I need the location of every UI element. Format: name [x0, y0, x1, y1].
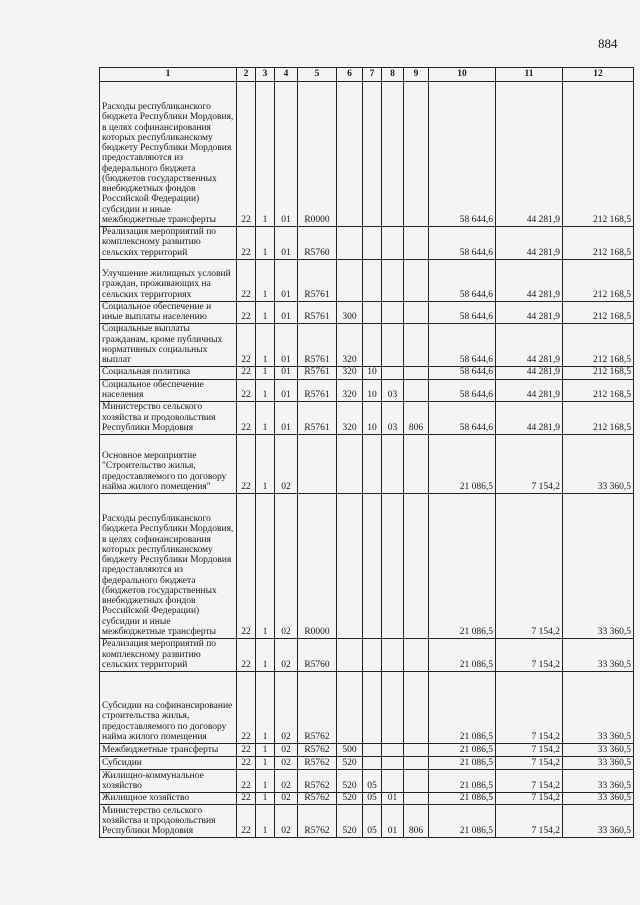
- code-cell-3: 1: [256, 805, 275, 838]
- code-cell-9: [404, 770, 429, 793]
- amount-cell-10: 58 644,6: [429, 324, 496, 367]
- code-cell-3: 1: [256, 324, 275, 367]
- amount-cell-12: 212 168,5: [563, 82, 634, 227]
- code-cell-4: 02: [275, 494, 298, 639]
- table-row: [100, 324, 634, 367]
- code-cell-9: [404, 379, 429, 402]
- code-cell-8: [382, 82, 404, 227]
- row-name-cell: Расходы республиканского бюджета Республики Мордовия, в целях софинансирования которых республиканскому бюджету Республики Мордовия предоставляются из федерального бюджета (бюджетов государственных внебюджетных фондов Российской Федерации) субсидии и иные межбюджетные трансферты: [100, 82, 237, 227]
- amount-cell-10: 21 086,5: [429, 672, 496, 744]
- table-row: [100, 805, 634, 838]
- code-cell-4: 02: [275, 639, 298, 672]
- code-cell-5: R5762: [298, 672, 337, 744]
- row-name-cell: Министерство сельского хозяйства и продовольствия Республики Мордовия: [100, 402, 237, 435]
- header-cell: 12: [563, 68, 634, 82]
- code-cell-9: [404, 744, 429, 757]
- code-cell-6: 520: [337, 770, 363, 793]
- table-row: [100, 259, 634, 301]
- row-name-cell: Улучшение жилищных условий граждан, проживающих на сельских территориях: [100, 259, 237, 301]
- amount-cell-12: 212 168,5: [563, 379, 634, 402]
- code-cell-5: R5762: [298, 793, 337, 805]
- code-cell-5: R5761: [298, 402, 337, 435]
- code-cell-6: 520: [337, 757, 363, 770]
- code-cell-7: 05: [363, 805, 382, 838]
- code-cell-4: 01: [275, 379, 298, 402]
- code-cell-6: 320: [337, 402, 363, 435]
- code-cell-7: 05: [363, 793, 382, 805]
- code-cell-3: 1: [256, 379, 275, 402]
- code-cell-6: 520: [337, 793, 363, 805]
- amount-cell-10: 21 086,5: [429, 757, 496, 770]
- row-name-cell: Субсидии: [100, 757, 237, 770]
- code-cell-8: [382, 770, 404, 793]
- code-cell-6: [337, 227, 363, 260]
- code-cell-5: R5760: [298, 227, 337, 260]
- code-cell-7: [363, 639, 382, 672]
- amount-cell-12: 212 168,5: [563, 367, 634, 379]
- code-cell-4: 01: [275, 402, 298, 435]
- code-cell-3: 1: [256, 770, 275, 793]
- code-cell-3: 1: [256, 367, 275, 379]
- code-cell-6: 320: [337, 324, 363, 367]
- amount-cell-12: 33 360,5: [563, 494, 634, 639]
- code-cell-6: 320: [337, 367, 363, 379]
- code-cell-9: [404, 367, 429, 379]
- code-cell-9: 806: [404, 805, 429, 838]
- code-cell-9: [404, 227, 429, 260]
- table-row: [100, 82, 634, 227]
- code-cell-7: [363, 324, 382, 367]
- amount-cell-12: 212 168,5: [563, 227, 634, 260]
- code-cell-3: 1: [256, 672, 275, 744]
- row-name-cell: Субсидии на софинансирование строительства жилья, предоставляемого по договору найма жилого помещения: [100, 672, 237, 744]
- code-cell-8: [382, 435, 404, 494]
- row-name-cell: Жилищно-коммунальное хозяйство: [100, 770, 237, 793]
- amount-cell-10: 58 644,6: [429, 82, 496, 227]
- code-cell-2: 22: [237, 259, 256, 301]
- code-cell-9: [404, 82, 429, 227]
- row-name-cell: Министерство сельского хозяйства и продовольствия Республики Мордовия: [100, 805, 237, 838]
- amount-cell-11: 7 154,2: [496, 494, 563, 639]
- code-cell-6: [337, 259, 363, 301]
- code-cell-5: R0000: [298, 82, 337, 227]
- row-name-cell: Межбюджетные трансферты: [100, 744, 237, 757]
- amount-cell-10: 58 644,6: [429, 379, 496, 402]
- code-cell-9: [404, 793, 429, 805]
- code-cell-7: 10: [363, 379, 382, 402]
- table-row: [100, 672, 634, 744]
- amount-cell-10: 58 644,6: [429, 402, 496, 435]
- code-cell-2: 22: [237, 435, 256, 494]
- amount-cell-10: 58 644,6: [429, 259, 496, 301]
- header-cell: 1: [100, 68, 237, 82]
- code-cell-3: 1: [256, 259, 275, 301]
- code-cell-4: 01: [275, 367, 298, 379]
- amount-cell-10: 21 086,5: [429, 639, 496, 672]
- code-cell-8: 03: [382, 402, 404, 435]
- code-cell-6: 320: [337, 379, 363, 402]
- header-row: [100, 68, 634, 82]
- code-cell-9: [404, 639, 429, 672]
- code-cell-5: R5762: [298, 744, 337, 757]
- code-cell-8: 01: [382, 805, 404, 838]
- code-cell-4: 01: [275, 227, 298, 260]
- code-cell-6: 500: [337, 744, 363, 757]
- header-cell: 7: [363, 68, 382, 82]
- row-name-cell: Реализация мероприятий по комплексному развитию сельских территорий: [100, 227, 237, 260]
- amount-cell-10: 58 644,6: [429, 301, 496, 324]
- amount-cell-12: 33 360,5: [563, 639, 634, 672]
- amount-cell-11: 7 154,2: [496, 435, 563, 494]
- amount-cell-12: 33 360,5: [563, 770, 634, 793]
- row-name-cell: Расходы республиканского бюджета Республики Мордовия, в целях софинансирования которых республиканскому бюджету Республики Мордовия предоставляются из федерального бюджета (бюджетов государственных внебюджетных фондов Российской Федерации) субсидии и иные межбюджетные трансферты: [100, 494, 237, 639]
- code-cell-4: 02: [275, 757, 298, 770]
- code-cell-9: [404, 494, 429, 639]
- amount-cell-12: 212 168,5: [563, 301, 634, 324]
- header-cell: 6: [337, 68, 363, 82]
- amount-cell-11: 44 281,9: [496, 227, 563, 260]
- code-cell-7: [363, 227, 382, 260]
- code-cell-3: 1: [256, 435, 275, 494]
- code-cell-2: 22: [237, 227, 256, 260]
- code-cell-5: R5762: [298, 805, 337, 838]
- row-name-cell: Основное мероприятие "Строительство жилья, предоставляемого по договору найма жилого помещения": [100, 435, 237, 494]
- budget-table: [99, 67, 634, 838]
- code-cell-9: [404, 301, 429, 324]
- code-cell-8: [382, 639, 404, 672]
- row-name-cell: Социальные выплаты гражданам, кроме публичных нормативных социальных выплат: [100, 324, 237, 367]
- code-cell-7: [363, 672, 382, 744]
- page-number: 884: [598, 36, 618, 51]
- table-row: [100, 367, 634, 379]
- amount-cell-12: 212 168,5: [563, 324, 634, 367]
- code-cell-2: 22: [237, 793, 256, 805]
- amount-cell-12: 33 360,5: [563, 672, 634, 744]
- code-cell-3: 1: [256, 402, 275, 435]
- code-cell-9: [404, 259, 429, 301]
- code-cell-3: 1: [256, 793, 275, 805]
- amount-cell-11: 44 281,9: [496, 367, 563, 379]
- code-cell-2: 22: [237, 805, 256, 838]
- table-row: [100, 639, 634, 672]
- code-cell-7: [363, 435, 382, 494]
- amount-cell-10: 21 086,5: [429, 770, 496, 793]
- amount-cell-10: 58 644,6: [429, 367, 496, 379]
- amount-cell-11: 7 154,2: [496, 770, 563, 793]
- code-cell-5: R5761: [298, 259, 337, 301]
- code-cell-6: 300: [337, 301, 363, 324]
- code-cell-2: 22: [237, 770, 256, 793]
- code-cell-5: R5762: [298, 770, 337, 793]
- amount-cell-11: 44 281,9: [496, 301, 563, 324]
- code-cell-5: R5761: [298, 379, 337, 402]
- code-cell-2: 22: [237, 639, 256, 672]
- amount-cell-11: 7 154,2: [496, 805, 563, 838]
- code-cell-5: R5761: [298, 324, 337, 367]
- code-cell-3: 1: [256, 757, 275, 770]
- code-cell-7: [363, 494, 382, 639]
- header-cell: 2: [237, 68, 256, 82]
- amount-cell-11: 44 281,9: [496, 379, 563, 402]
- code-cell-8: [382, 367, 404, 379]
- code-cell-6: [337, 639, 363, 672]
- code-cell-6: 520: [337, 805, 363, 838]
- header-cell: 10: [429, 68, 496, 82]
- code-cell-6: [337, 82, 363, 227]
- table-row: [100, 744, 634, 757]
- code-cell-4: 02: [275, 793, 298, 805]
- code-cell-7: [363, 757, 382, 770]
- code-cell-5: [298, 435, 337, 494]
- table-row: [100, 379, 634, 402]
- code-cell-3: 1: [256, 301, 275, 324]
- code-cell-2: 22: [237, 402, 256, 435]
- code-cell-5: R5761: [298, 301, 337, 324]
- code-cell-4: 01: [275, 259, 298, 301]
- amount-cell-10: 21 086,5: [429, 793, 496, 805]
- code-cell-2: 22: [237, 82, 256, 227]
- code-cell-4: 02: [275, 672, 298, 744]
- table-row: [100, 435, 634, 494]
- code-cell-5: R0000: [298, 494, 337, 639]
- amount-cell-12: 212 168,5: [563, 402, 634, 435]
- code-cell-2: 22: [237, 301, 256, 324]
- code-cell-2: 22: [237, 324, 256, 367]
- amount-cell-12: 33 360,5: [563, 805, 634, 838]
- code-cell-4: 02: [275, 435, 298, 494]
- amount-cell-10: 21 086,5: [429, 805, 496, 838]
- code-cell-4: 02: [275, 744, 298, 757]
- code-cell-8: [382, 227, 404, 260]
- code-cell-8: [382, 672, 404, 744]
- header-cell: 4: [275, 68, 298, 82]
- code-cell-8: [382, 494, 404, 639]
- amount-cell-11: 7 154,2: [496, 744, 563, 757]
- code-cell-7: 10: [363, 367, 382, 379]
- code-cell-8: [382, 744, 404, 757]
- row-name-cell: Социальная политика: [100, 367, 237, 379]
- code-cell-7: [363, 301, 382, 324]
- amount-cell-11: 7 154,2: [496, 757, 563, 770]
- table-body: [100, 82, 634, 838]
- amount-cell-10: 58 644,6: [429, 227, 496, 260]
- code-cell-4: 01: [275, 82, 298, 227]
- code-cell-8: [382, 301, 404, 324]
- table-row: [100, 227, 634, 260]
- amount-cell-11: 7 154,2: [496, 639, 563, 672]
- code-cell-3: 1: [256, 744, 275, 757]
- row-name-cell: Социальное обеспечение и иные выплаты населению: [100, 301, 237, 324]
- code-cell-7: [363, 82, 382, 227]
- amount-cell-12: 33 360,5: [563, 435, 634, 494]
- header-cell: 11: [496, 68, 563, 82]
- row-name-cell: Социальное обеспечение населения: [100, 379, 237, 402]
- code-cell-7: 10: [363, 402, 382, 435]
- amount-cell-11: 7 154,2: [496, 793, 563, 805]
- code-cell-5: R5762: [298, 757, 337, 770]
- code-cell-9: [404, 435, 429, 494]
- row-name-cell: Жилищное хозяйство: [100, 793, 237, 805]
- code-cell-8: [382, 757, 404, 770]
- amount-cell-11: 7 154,2: [496, 672, 563, 744]
- code-cell-5: R5761: [298, 367, 337, 379]
- table-row: [100, 757, 634, 770]
- table-row: [100, 793, 634, 805]
- code-cell-9: [404, 757, 429, 770]
- amount-cell-12: 33 360,5: [563, 744, 634, 757]
- amount-cell-12: 33 360,5: [563, 757, 634, 770]
- amount-cell-12: 212 168,5: [563, 259, 634, 301]
- code-cell-6: [337, 494, 363, 639]
- code-cell-4: 02: [275, 770, 298, 793]
- table-row: [100, 301, 634, 324]
- header-cell: 3: [256, 68, 275, 82]
- row-name-cell: Реализация мероприятий по комплексному развитию сельских территорий: [100, 639, 237, 672]
- code-cell-8: [382, 259, 404, 301]
- code-cell-2: 22: [237, 744, 256, 757]
- code-cell-4: 01: [275, 324, 298, 367]
- code-cell-7: 05: [363, 770, 382, 793]
- code-cell-6: [337, 672, 363, 744]
- code-cell-9: [404, 324, 429, 367]
- amount-cell-11: 44 281,9: [496, 259, 563, 301]
- header-cell: 9: [404, 68, 429, 82]
- code-cell-7: [363, 259, 382, 301]
- table-row: [100, 494, 634, 639]
- amount-cell-11: 44 281,9: [496, 82, 563, 227]
- code-cell-2: 22: [237, 379, 256, 402]
- amount-cell-11: 44 281,9: [496, 324, 563, 367]
- code-cell-3: 1: [256, 82, 275, 227]
- code-cell-3: 1: [256, 494, 275, 639]
- code-cell-2: 22: [237, 367, 256, 379]
- code-cell-6: [337, 435, 363, 494]
- code-cell-7: [363, 744, 382, 757]
- amount-cell-12: 33 360,5: [563, 793, 634, 805]
- code-cell-5: R5760: [298, 639, 337, 672]
- code-cell-8: 03: [382, 379, 404, 402]
- amount-cell-10: 21 086,5: [429, 435, 496, 494]
- code-cell-2: 22: [237, 494, 256, 639]
- code-cell-8: 01: [382, 793, 404, 805]
- code-cell-4: 02: [275, 805, 298, 838]
- code-cell-9: [404, 672, 429, 744]
- amount-cell-10: 21 086,5: [429, 494, 496, 639]
- code-cell-2: 22: [237, 672, 256, 744]
- code-cell-3: 1: [256, 227, 275, 260]
- amount-cell-10: 21 086,5: [429, 744, 496, 757]
- code-cell-4: 01: [275, 301, 298, 324]
- table-row: [100, 402, 634, 435]
- header-cell: 8: [382, 68, 404, 82]
- amount-cell-11: 44 281,9: [496, 402, 563, 435]
- code-cell-8: [382, 324, 404, 367]
- code-cell-2: 22: [237, 757, 256, 770]
- code-cell-9: 806: [404, 402, 429, 435]
- table-row: [100, 770, 634, 793]
- header-cell: 5: [298, 68, 337, 82]
- code-cell-3: 1: [256, 639, 275, 672]
